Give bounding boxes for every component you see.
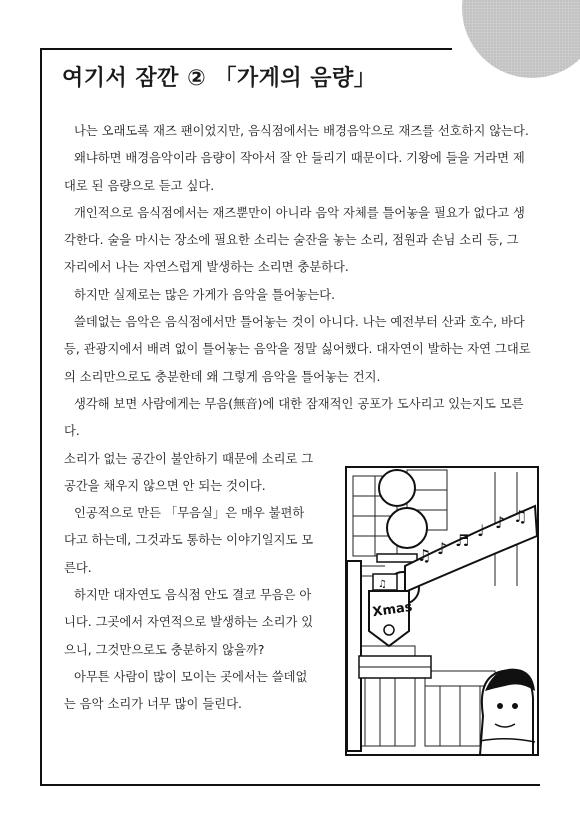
frame-top-rule	[40, 48, 452, 50]
frame-left-rule	[40, 48, 42, 786]
paragraph: 왜냐하면 배경음악이라 음량이 작아서 잘 안 들리기 때문이다. 기왕에 들을 거라면 제대로 된 음량으로 듣고 싶다.	[64, 151, 525, 193]
music-note-icon: ♪	[437, 539, 448, 558]
svg-text:♫: ♫	[378, 579, 387, 590]
corner-decoration	[462, 0, 580, 78]
paragraph: 쓸데없는 음악은 음식점에서만 틀어놓는 것이 아니다. 나는 예전부터 산과 호수, 바다 등, 관광지에서 배려 없이 틀어놓는 음악을 정말 싫어했다. 대자연이 발하는 자연 그대로의 소리만으로도 충분한데 왜 그렇게 음악을 틀어놓는 건지.	[64, 315, 531, 384]
paragraph: 하지만 실제로는 많은 가게가 음악을 틀어놓는다.	[74, 287, 336, 302]
frame-bottom-rule	[40, 784, 540, 786]
paragraph: 아무튼 사람이 많이 모이는 곳에서는 쓸데없는 음악 소리가 너무 많이 들린다.	[64, 669, 308, 712]
paragraph: 생각해 보면 사람에게는 무음(無音)에 대한 잠재적인 공포가 도사리고 있는지도 모른다.	[64, 396, 524, 439]
music-note-icon: ♫	[513, 507, 528, 526]
street-music-illustration	[345, 466, 539, 756]
page-title: 여기서 잠깐 ② 「가게의 음량」	[62, 66, 377, 91]
music-note-icon: ♫	[417, 546, 432, 565]
paragraph: 소리가 없는 공간이 불안하기 때문에 소리로 그 공간을 채우지 않으면 안 되는 것이다.	[64, 451, 314, 493]
music-note-icon: ♬	[455, 531, 470, 550]
paragraph: 나는 오래도록 재즈 팬이었지만, 음식점에서는 배경음악으로 재즈를 선호하지 않는다.	[74, 124, 529, 138]
xmas-sign-label: Xmas	[371, 599, 414, 621]
music-note-icon: ♪	[495, 513, 506, 532]
man-character-illustration	[480, 669, 535, 755]
paragraph: 인공적으로 만든 「무음실」은 매우 불편하다고 하는데, 그것과도 통하는 이야기일지도 모른다.	[64, 506, 314, 575]
paragraph: 하지만 대자연도 음식점 안도 결코 무음은 아니다. 그곳에서 자연적으로 발생하는 소리가 있으니, 그것만으로도 충분하지 않을까?	[64, 588, 314, 657]
paragraph: 개인적으로 음식점에서는 재즈뿐만이 아니라 음악 자체를 틀어놓을 필요가 없다고 생각한다. 술을 마시는 장소에 필요한 소리는 술잔을 놓는 소리, 점원과 손님 소리 등, 그 자리에서 나는 자연스럽게 발생하는 소리면 충분하다.	[64, 205, 525, 275]
music-note-icon: ♩	[477, 521, 485, 540]
